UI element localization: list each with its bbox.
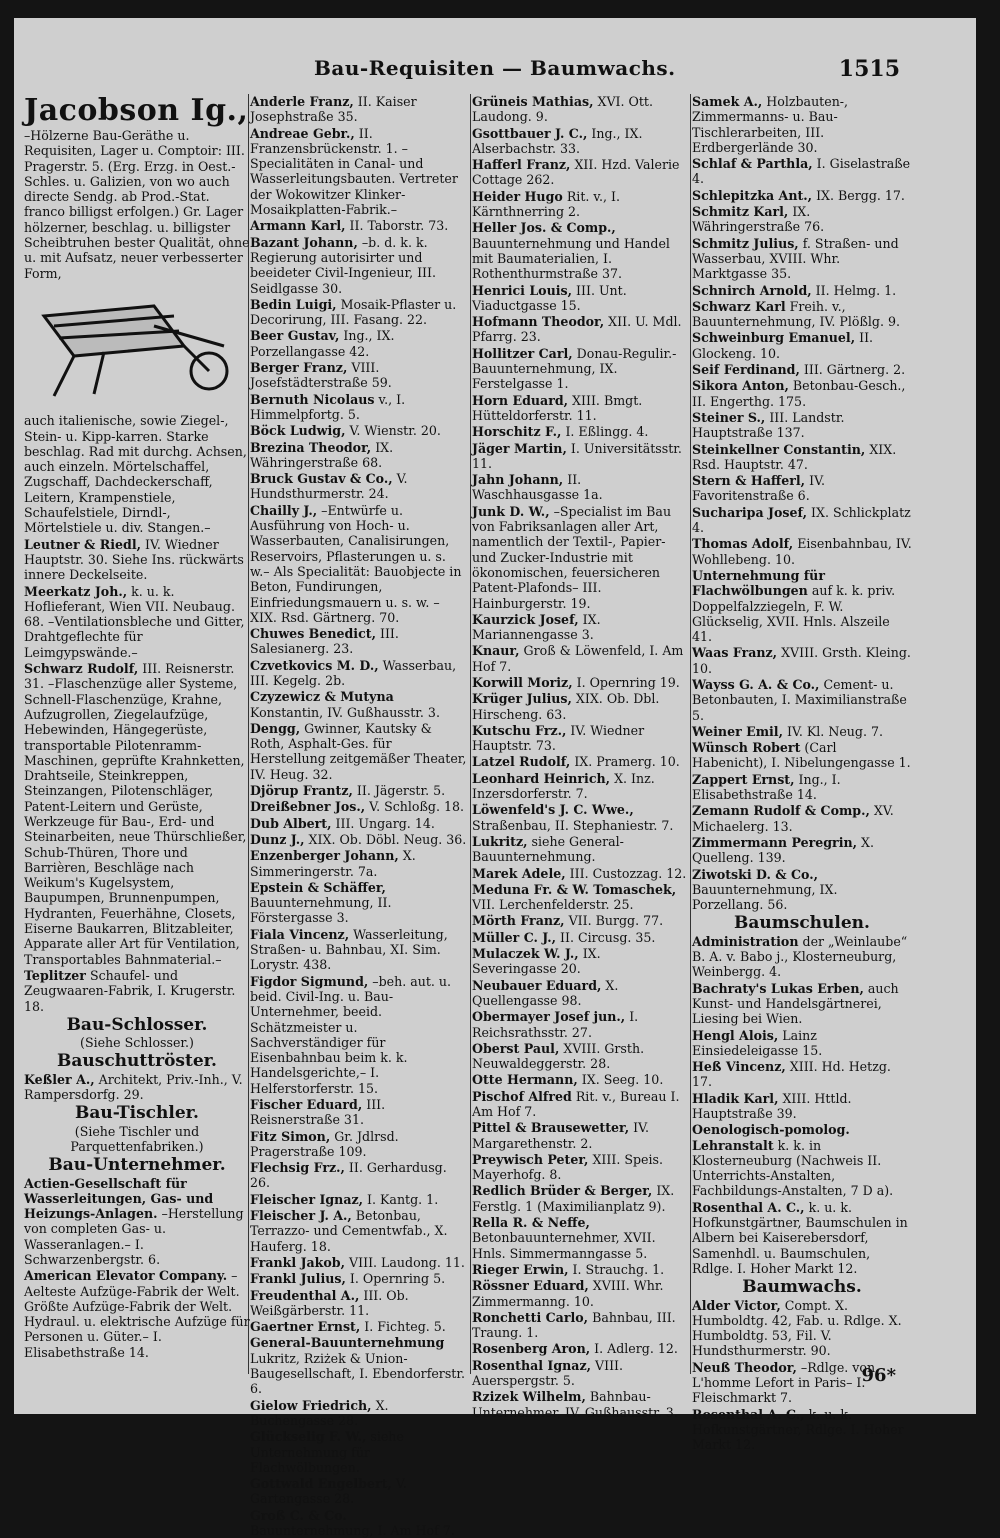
list-item: Pittel & Brausewetter, IV. Margarethenstr. 2. [472, 1120, 650, 1151]
list-item: Stern & Hafferl, IV. Favoritenstraße 6. [692, 473, 825, 504]
list-item: Löwenfeld's J. C. Wwe., Straßenbau, II. Stephaniestr. 7. [472, 802, 674, 833]
list-item: Heß Vincenz, XIII. Hd. Hetzg. 17. [692, 1059, 891, 1090]
list-item: Andreae Gebr., II. Franzensbrückenstr. 1. –Specialitäten in Canal- und Wasserleitungsbauten. Vertreter der Wokowitzer Klinker-Mosaikplatten-Fabrik.– [250, 125, 458, 218]
list-item: Gaertner Ernst, I. Fichteg. 5. [250, 1319, 446, 1335]
list-item: Bruck Gustav & Co., V. Hundsthurmerstr. 24. [250, 471, 408, 502]
list-item: Hollitzer Carl, Donau-Regulir.-Bauunternehmung, IX. Ferstelgasse 1. [472, 345, 677, 392]
running-title: Bau-Requisiten — Baumwachs. [314, 56, 676, 80]
list-item: Gielow Friedrich, X. Buchengasse 28. [250, 1397, 389, 1428]
section-heading: Bau-Schlosser. [66, 1014, 208, 1035]
list-item: General-Bauunternehmung Lukritz, Rziżek & Union-Baugesellschaft, I. Ebendorferstr. 6. [250, 1335, 465, 1397]
list-item: Schwarz Rudolf, III. Reisnerstr. 31. –Flaschenzüge aller Systeme, Schnell-Flaschenzüge, Krahne, Aufzugrollen, Ziegelaufzüge, Hebewinden, Hängegerüste, transportable Pilotenramm-Maschinen, geprüfte Krahnketten, Drahtseile, Steinkreppen, Steinzangen, Pilotenschläger, Patent-Leitern und Gerüste, Werkzeuge für Bau-, Erd- und Steinarbeiten, neue Thürschließer, Schub-Thüren, Thore und Barrièren, Beschläge nach Weikum's Kugelsystem, Baupumpen, Brunnenpumpen, Hydranten, Feuerhähne, Closets, Eiserne Baukarren, Blitzableiter, Apparate aller Art für Ventilation, Transportables Bahnmaterial.– [24, 661, 247, 967]
list-item: Rosenberg Aron, I. Adlerg. 12. [472, 1341, 678, 1357]
section-heading: Bauschuttröster. [57, 1051, 217, 1072]
list-item: Fiala Vincenz, Wasserleitung, Straßen- u. Bahnbau, XI. Sim. Lorystr. 438. [250, 926, 448, 973]
list-item: Weiner Emil, IV. Kl. Neug. 7. [692, 723, 883, 739]
lead-entry-text-cont: auch italienische, sowie Ziegel-, Stein- u. Kipp-karren. Starke beschlag. Rad mit durchg. Achsen, auch einzeln. Mörtelschaffel, Zugschaff, Dachdeckerschaff, Leitern, Krampenstiele, Schaufelstiele, Dirndl-, Mörtelstiele u. div. Stangen.– [24, 413, 247, 536]
list-item: Grüneis Mathias, XVI. Ott. Laudong. 9. [472, 94, 653, 125]
list-item: Schnirch Arnold, II. Helmg. 1. [692, 282, 897, 298]
list-item: Oenologisch-pomolog. Lehranstalt k. k. in Klosterneuburg (Nachweis II. Unterrichts-Anstalten, Fachbildungs-Anstalten, 7 D a). [692, 1122, 894, 1199]
list-item: Kutschu Frz., IV. Wiedner Hauptstr. 73. [472, 722, 645, 754]
list-item: Enzenberger Johann, X. Simmeringerstr. 7a. [250, 848, 416, 879]
list-item: Zemann Rudolf & Comp., XV. Michaelerg. 13. [692, 803, 894, 834]
list-item: Junk D. W., –Specialist im Bau von Fabriksanlagen aller Art, namentlich der Textil-, Papier- und Zucker-Industrie mit ökonomischen, feuersicheren Patent-Plafonds– III. Hainburgerstr. 19. [472, 503, 672, 611]
signature-mark: 96* [861, 1365, 896, 1386]
list-item: Chailly J., –Entwürfe u. Ausführung von Hoch- u. Wasserbauten, Canalisirungen, Reservoirs, Pflasterungen u. s. w.– Als Specialität: Bauobjecte in Beton, Fundirungen, Einfriedungsmauern u. s. w. – XIX. Rsd. Gärtnerg. 70. [250, 502, 462, 625]
list-item: Rosenthal Ignaz, VIII. Auerspergstr. 5. [472, 1357, 624, 1389]
lead-entry-text: –Hölzerne Bau-Geräthe u. Requisiten, Lager u. Comptoir: III. Pragerstr. 5. (Erg. Erzg. in Oest.-Schles. u. Galizien, von wo auch directe Sendg. ab Prod.-Stat. franco billigst erfolgen.) Gr. Lager hölzerner, beschlag. u. billigster Scheibtruhen bester Qualität, ohne u. mit Aufsatz, neuer verbesserter Form, [24, 128, 250, 281]
lead-entry-name: Jacobson Ig., [24, 93, 249, 128]
list-item: Knaur, Groß & Löwenfeld, I. Am Hof 7. [472, 643, 684, 674]
list-item: Wayss G. A. & Co., Cement- u. Betonbauten, I. Maximilianstraße 5. [692, 676, 907, 723]
list-item: Keßler A., Architekt, Priv.-Inh., V. Rampersdorfg. 29. [24, 1071, 243, 1103]
list-item: Heider Hugo Rit. v., I. Kärnthnerring 2. [472, 188, 620, 220]
list-item: Fleischer J. A., Betonbau, Terrazzo- und Cementwfab., X. Hauferg. 18. [250, 1208, 448, 1254]
column-rule [470, 94, 471, 1374]
list-item: Zappert Ernst, Ing., I. Elisabethstraße 14. [692, 771, 841, 803]
list-item: Otte Hermann, IX. Seeg. 10. [472, 1072, 664, 1088]
list-item: Fischer Eduard, III. Reisnerstraße 31. [250, 1097, 386, 1128]
list-item: Neuß Theodor, –Rdlge. von L'homme Lefort in Paris– I. Fleischmarkt 7. [692, 1359, 876, 1406]
list-item: Mörth Franz, VII. Burgg. 77. [472, 913, 664, 929]
column-3 [472, 94, 688, 1420]
list-item: Bernuth Nicolaus v., I. Himmelpfortg. 5. [250, 391, 406, 422]
list-item: Bazant Johann, –b. d. k. k. Regierung autorisirter und beeideter Civil-Ingenieur, III. Seidlgasse 30. [250, 234, 437, 296]
list-item: Anderle Franz, II. Kaiser Josephstraße 35. [250, 94, 417, 125]
section-heading: Bau-Tischler. [75, 1103, 199, 1124]
list-item: Thomas Adolf, Eisenbahnbau, IV. Wohllebeng. 10. [692, 536, 912, 567]
list-item: Meduna Fr. & W. Tomaschek, VII. Lerchenfelderstr. 25. [472, 881, 677, 913]
list-item: Gottwald Engelbert, V. Gartengasse 28. [250, 1476, 407, 1507]
column-2 [250, 94, 468, 1538]
wheelbarrow-illustration [34, 286, 234, 406]
list-item: Marek Adele, III. Custozzag. 12. [472, 865, 687, 881]
list-item: Schmitz Karl, IX. Währingerstraße 76. [692, 204, 825, 235]
list-item: Brezina Theodor, IX. Währingerstraße 68. [250, 439, 394, 470]
list-item: Epstein & Schäffer, Bauunternehmung, II. Förstergasse 3. [250, 879, 392, 926]
section-heading: Baumschulen. [734, 913, 870, 934]
list-item: Leonhard Heinrich, X. Inz. Inzersdorferstr. 7. [472, 770, 655, 802]
list-item: Schweinburg Emanuel, II. Glockeng. 10. [692, 330, 874, 361]
list-item: Müller C. J., II. Circusg. 35. [472, 929, 656, 945]
list-item: Steinkellner Constantin, XIX. Rsd. Hauptstr. 47. [692, 441, 897, 472]
section-note: (Siehe Tischler und Parquettenfabriken.) [70, 1123, 204, 1154]
list-item: Bachraty's Lukas Erben, auch Kunst- und Handelsgärtnerei, Liesing bei Wien. [692, 980, 899, 1027]
list-item: Rosenthal A. C., k. u. k. Hofkunstgärtner, Baumschulen in Albern bei Kaiserebersdorf, Samenhdl. u. Baumschulen, Rdlge. I. Hoher Markt 12. [692, 1199, 908, 1276]
list-item: Schlaf & Parthla, I. Giselastraße 4. [692, 156, 911, 187]
list-item: Hafferl Franz, XII. Hzd. Valerie Cottage 262. [472, 157, 680, 188]
list-item: Mulaczek W. J., IX. Severingasse 20. [472, 946, 601, 977]
list-item: Gsottbauer J. C., Ing., IX. Alserbachstr. 33. [472, 125, 643, 156]
list-item: Rössner Eduard, XVIII. Whr. Zimmermanng. 10. [472, 1278, 664, 1309]
list-item: Dreißebner Jos., V. Schloßg. 18. [250, 799, 464, 815]
list-item: Krüger Julius, XIX. Ob. Dbl. Hirscheng. 63. [472, 691, 660, 722]
list-item: Pischof Alfred Rit. v., Bureau I. Am Hof 7. [472, 1088, 680, 1119]
list-item: Groß C. & Co. Bauunternehmung, I. Am Hof 7. [250, 1507, 455, 1538]
list-item: Böck Ludwig, V. Wienstr. 20. [250, 423, 441, 439]
list-item: Redlich Brüder & Berger, IX. Ferstlg. 1 (Maximilianplatz 9). [472, 1183, 675, 1214]
list-item: Korwill Moriz, I. Opernring 19. [472, 674, 680, 690]
list-item: Rieger Erwin, I. Strauchg. 1. [472, 1261, 665, 1277]
list-item: Neubauer Eduard, X. Quellengasse 98. [472, 977, 619, 1008]
list-item: Czyzewicz & Mutyna Konstantin, IV. Gußhausstr. 3. [250, 689, 440, 720]
list-item: Sucharipa Josef, IX. Schlickplatz 4. [692, 504, 911, 536]
list-item: Unternehmung für Flachwölbungen auf k. k. priv. Doppelfalzziegeln, F. W. Glückselig, XVII. Hnls. Alszeile 41. [692, 567, 896, 645]
list-item: Jäger Martin, I. Universitätsstr. 11. [472, 440, 682, 471]
page-header [14, 56, 976, 90]
section-heading: Bau-Unternehmer. [48, 1155, 226, 1176]
list-item: Meerkatz Joh., k. u. k. Hoflieferant, Wien VII. Neubaug. 68. –Ventilationsbleche und Gitter, Drahtgeflechte für Leimgypswände.– [24, 583, 245, 660]
directory-page [14, 18, 976, 1538]
list-item: Dengg, Gwinner, Kautsky & Roth, Asphalt-Ges. für Herstellung zeitgemäßer Theater, IV. Heug. 32. [250, 720, 467, 782]
list-item: Horn Eduard, XIII. Bmgt. Hütteldorferstr. 11. [472, 392, 643, 423]
list-item: Kaurzick Josef, IX. Mariannengasse 3. [472, 611, 601, 643]
list-item: Heller Jos. & Comp., Bauunternehmung und Handel mit Baumaterialien, I. Rothenthurmstraße 37. [472, 220, 670, 282]
list-item: Glückselig F. W., siehe Unternehmung für Flachwölbungen. [250, 1429, 404, 1475]
list-item: Ronchetti Carlo, Bahnbau, III. Traung. 1. [472, 1309, 676, 1341]
list-item: Schmitz Julius, f. Straßen- und Wasserbau, XVIII. Whr. Marktgasse 35. [692, 235, 899, 282]
list-item: Dub Albert, III. Ungarg. 14. [250, 815, 435, 831]
list-item: Actien-Gesellschaft für Wasserleitungen, Gas- und Heizungs-Anlagen. –Herstellung von completen Gas- u. Wasseranlagen.– I. Schwarzenbergstr. 6. [24, 1175, 244, 1267]
list-item: Czvetkovics M. D., Wasserbau, III. Kegelg. 2b. [250, 657, 457, 688]
list-item: Alder Victor, Compt. X. Humboldtg. 42, Fab. u. Rdlge. X. Humboldtg. 53, Fil. V. Hundsthurmerstr. 90. [692, 1297, 902, 1359]
list-item: Horschitz F., I. Eßlingg. 4. [472, 424, 649, 440]
list-item: Ziwotski D. & Co., Bauunternehmung, IX. Porzellang. 56. [692, 866, 838, 913]
list-item: Fleischer Ignaz, I. Kantg. 1. [250, 1191, 439, 1207]
list-item: Lukritz, siehe General-Bauunternehmung. [472, 833, 624, 865]
list-item: Figdor Sigmund, –beh. aut. u. beid. Civil-Ing. u. Bau-Unternehmer, beeid. Schätzmeister u. Sachverständiger für Eisenbahnbau beim k. k. Handelsgerichte,– I. Helferstorferstr. 15. [250, 973, 452, 1096]
list-item: Teplitzer Schaufel- und Zeugwaaren-Fabrik, I. Krugerstr. 18. [24, 967, 236, 1014]
list-item: Henrici Louis, III. Unt. Viaductgasse 15. [472, 282, 627, 313]
column-1 [24, 94, 250, 1374]
list-item: Chuwes Benedict, III. Salesianerg. 23. [250, 626, 399, 657]
list-item: Leutner & Riedl, IV. Wiedner Hauptstr. 30. Siehe Ins. rückwärts innere Deckelseite. [24, 536, 244, 583]
list-item: American Elevator Company. –Aelteste Aufzüge-Fabrik der Welt. Größte Aufzüge-Fabrik der Welt. Hydraul. u. elektrische Aufzüge für Personen u. Güter.– I. Elisabethstraße 14. [24, 1268, 250, 1360]
list-item: Hofmann Theodor, XII. U. Mdl. Pfarrg. 23. [472, 314, 682, 345]
column-rule [690, 94, 691, 1374]
list-item: Rzizek Wilhelm, Bahnbau-Unternehmer, IV. Gußhausstr. 3. [472, 1389, 678, 1420]
list-item: Oberst Paul, XVIII. Grsth. Neuwaldeggerstr. 28. [472, 1040, 645, 1072]
list-item: Seif Ferdinand, III. Gärtnerg. 2. [692, 362, 906, 378]
list-item: Sikora Anton, Betonbau-Gesch., II. Engerthg. 175. [692, 378, 906, 409]
list-item: Rella R. & Neffe, Betonbauunternehmer, XVII. Hnls. Simmermanngasse 5. [472, 1215, 656, 1261]
list-item: Obermayer Josef jun., I. Reichsrathsstr. 27. [472, 1009, 639, 1040]
list-item: Beer Gustav, Ing., IX. Porzellangasse 42. [250, 328, 395, 359]
list-item: Frankl Jakob, VIII. Laudong. 11. [250, 1254, 465, 1270]
list-item: Waas Franz, XVIII. Grsth. Kleing. 10. [692, 645, 911, 676]
list-item: Berger Franz, VIII. Josefstädterstraße 59. [250, 360, 392, 391]
list-item: Rosenthal A. C., k. u. k. Hofkunstgärtner, Rdlge. I. Hoher Markt 12. [692, 1406, 904, 1453]
list-item: Schwarz Karl Freih. v., Bauunternehmung, IV. Plößlg. 9. [692, 298, 901, 330]
page-number: 1515 [838, 56, 900, 82]
list-item: Freudenthal A., III. Ob. Weißgärberstr. 11. [250, 1287, 409, 1318]
list-item: Schlepitzka Ant., IX. Bergg. 17. [692, 187, 905, 203]
section-heading: Baumwachs. [742, 1277, 862, 1298]
list-item: Wünsch Robert (Carl Habenicht), I. Nibelungengasse 1. [692, 740, 911, 771]
list-item: Bedin Luigi, Mosaik-Pflaster u. Decorirung, III. Fasang. 22. [250, 296, 457, 328]
section-note: (Siehe Schlosser.) [80, 1035, 194, 1051]
list-item: Dunz J., XIX. Ob. Döbl. Neug. 36. [250, 831, 467, 847]
list-item: Hladik Karl, XIII. Httld. Hauptstraße 39. [692, 1090, 852, 1121]
list-item: Zimmermann Peregrin, X. Quelleng. 139. [692, 834, 875, 866]
list-item: Steiner S., III. Landstr. Hauptstraße 137. [692, 409, 845, 441]
list-item: Jahn Johann, II. Waschhausgasse 1a. [472, 472, 603, 503]
list-item: Djörup Frantz, II. Jägerstr. 5. [250, 783, 446, 799]
list-item: Frankl Julius, I. Opernring 5. [250, 1271, 446, 1287]
list-item: Preywisch Peter, XIII. Speis. Mayerhofg. 8. [472, 1151, 663, 1183]
list-item: Armann Karl, II. Taborstr. 73. [250, 218, 449, 234]
list-item: Administration der „Weinlaube“ B. A. v. Babo j., Klosterneuburg, Weinbergg. 4. [692, 933, 908, 980]
list-item: Flechsig Frz., II. Gerhardusg. 26. [250, 1160, 447, 1191]
list-item: Fitz Simon, Gr. Jdlrsd. Pragerstraße 109. [250, 1128, 399, 1159]
list-item: Samek A., Holzbauten-, Zimmermanns- u. Bau-Tischlerarbeiten, III. Erdbergerlände 30. [692, 94, 849, 155]
list-item: Hengl Alois, Lainz Einsiedeleigasse 15. [692, 1027, 823, 1058]
list-item: Latzel Rudolf, IX. Pramerg. 10. [472, 754, 680, 770]
